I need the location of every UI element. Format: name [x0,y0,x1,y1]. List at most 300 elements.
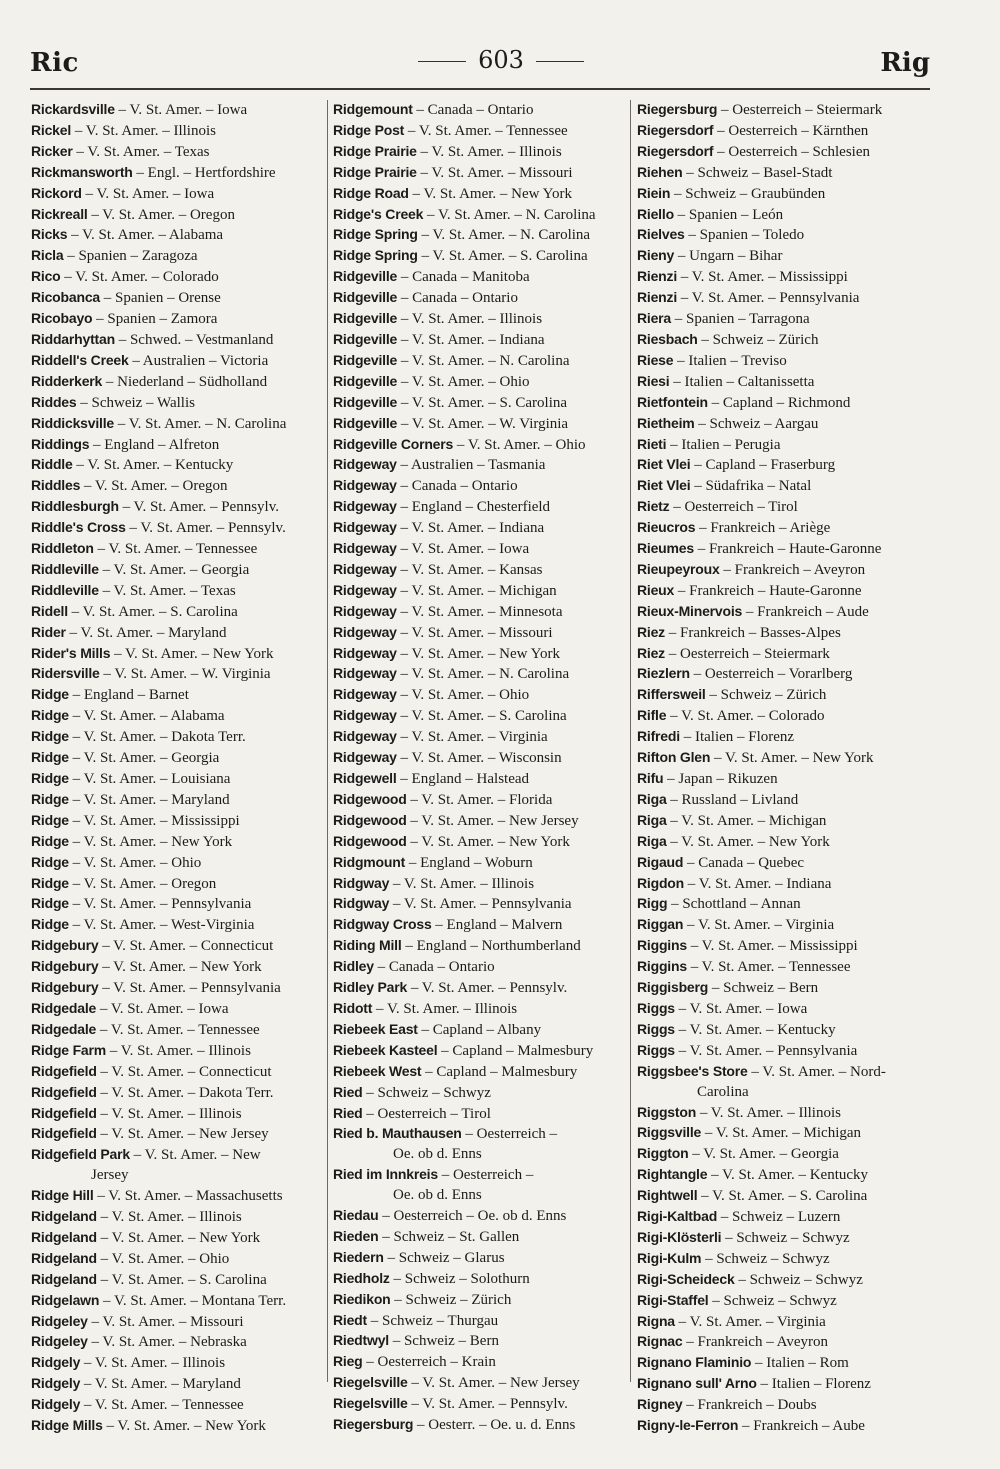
place-location: – V. St. Amer. – Ohio [96,1250,230,1267]
place-location: – Frankreich – Ariège [695,520,831,537]
place-entry [637,225,929,246]
place-name: Riesbach [637,330,698,347]
place-entry [637,1374,929,1395]
place-location: – V. St. Amer. – Tennessee [80,1397,244,1414]
place-name: Ridgeway [333,477,397,494]
place-entry [333,1331,625,1352]
place-location: – V. St. Amer. – Ohio [397,373,530,390]
place-entry [637,309,929,330]
place-entry [637,414,929,435]
place-name: Riese [637,351,674,368]
place-entry [31,1374,323,1395]
place-entry [637,288,929,309]
place-name: Rigna [637,1312,675,1329]
place-name: Ridgebury [31,958,99,975]
place-location: – Schweiz – Solothurn [389,1270,530,1287]
place-location: – Oesterreich – Steiermark [717,102,883,118]
place-location: – Oesterreich – [461,1126,558,1143]
place-entry [333,811,625,832]
place-location: – Schweiz – Graubünden [670,185,826,202]
place-location: – V. St. Amer. – Illinois [389,875,535,892]
place-name: Ridersville [31,665,100,682]
place-entry [637,121,929,142]
place-name: Ridgway [333,874,390,891]
place-location: – Italien – Treviso [673,352,787,369]
place-entry [31,685,323,706]
place-entry [31,769,323,790]
place-location: – V. St. Amer. – Michigan [701,1125,862,1142]
place-location: – V. St. Amer. – Oregon [80,478,228,495]
place-entry [31,853,323,874]
place-name: Ridgeway [333,749,397,766]
place-location: – Canada – Ontario [412,102,534,118]
place-name: Ridgely [31,1375,81,1392]
place-entry [637,1020,929,1041]
place-location: – V. St. Amer. – Pennsylvania [389,896,572,913]
place-location: – V. St. Amer. – N. Carolina [396,666,570,683]
place-entry [333,664,625,685]
place-entry [31,539,323,560]
place-name: Riddarhyttan [31,330,115,347]
place-name: Riggston [637,1103,697,1120]
place-name: Riez [637,623,665,640]
place-entry [333,999,625,1020]
place-entry [31,1228,323,1249]
place-entry [31,1270,323,1291]
place-location: – V. St. Amer. – New York [98,959,262,976]
place-entry [637,1312,929,1333]
place-name: Ridge Farm [31,1041,107,1058]
place-entry [333,518,625,539]
place-location: – England – Halstead [396,771,530,787]
place-entry [333,267,625,288]
place-location: – V. St. Amer. – Oregon [87,206,235,223]
place-name: Ridgely [31,1354,81,1371]
place-entry [637,163,929,184]
place-name: Riding Mill [333,937,402,954]
place-location: – England – Chesterfield [396,499,551,516]
place-name: Riddleville [31,581,99,598]
place-name: Ricker [31,142,73,159]
place-name: Rigaud [637,853,684,870]
place-name: Riddleville [31,560,99,577]
place-entry [637,246,929,267]
place-name: Rightwell [637,1187,698,1204]
place-entry [333,1206,625,1227]
place-entry [31,205,323,226]
place-entry [333,874,625,895]
place-entry [31,309,323,330]
place-entry [31,1416,323,1437]
place-location: – V. St. Amer. – Nebraska [87,1334,247,1351]
place-location: – Schweiz – Zürich [705,687,827,704]
place-location: – Frankreich – Haute-Garonne [693,541,882,558]
place-location: – V. St. Amer. – Maryland [80,1376,241,1393]
place-name: Riebeek Kasteel [333,1041,438,1058]
place-name: Ried im Innkreis [333,1166,438,1183]
place-location: – V. St. Amer. – S. Carolina [417,248,588,265]
place-entry [333,1373,625,1394]
place-entry [31,267,323,288]
place-entry [333,184,625,205]
place-name: Ridgelawn [31,1291,100,1308]
place-name: Ridgeway [333,540,397,557]
place-location: – V. St. Amer. – Pennsylvania [68,896,252,913]
place-entry [333,163,625,184]
place-entry [637,832,929,853]
place-name: Ridgeway [333,560,397,577]
place-name: Ridge [31,790,69,807]
place-entry [333,100,625,121]
place-entry [333,581,625,602]
place-location: – V. St. Amer. – Florida [406,791,553,808]
place-name: Riddle [31,456,73,473]
place-entry [31,1312,323,1333]
place-name: Ricks [31,226,68,243]
place-entry [637,1165,929,1186]
place-name: Riddle's Cross [31,519,126,536]
place-name: Ridge's Creek [333,205,424,222]
place-location: – Schweiz – Luzern [717,1209,841,1226]
place-name: Ridge Hill [31,1187,94,1204]
place-entry [637,435,929,456]
place-location: – Südafrika – Natal [690,478,812,495]
place-name: Ridgeway [333,623,397,640]
place-name: Ridley Park [333,979,408,996]
place-entry [333,1269,625,1290]
place-location: – V. St. Amer. – S. Carolina [96,1271,267,1288]
place-location: – V. St. Amer. – Mississippi [677,269,848,286]
place-location: – V. St. Amer. – N. Carolina [423,206,596,223]
place-location: – Oesterreich – Krain [362,1354,496,1371]
place-entry [333,455,625,476]
place-name: Ridgefield [31,1104,97,1121]
place-entry [31,560,323,581]
place-name: Rietz [637,498,670,515]
place-name: Ridge Spring [333,226,418,243]
place-entry [333,288,625,309]
place-location: – V. St. Amer. – Tennessee [686,959,851,976]
place-entry [333,1352,625,1373]
place-name: Ridgeville [333,414,398,431]
place-name: Ridgedale [31,1020,97,1037]
place-location: – Frankreich – Aveyron [682,1334,829,1351]
place-entry [333,539,625,560]
place-entry [31,1041,323,1062]
place-name: Riggins [637,958,687,975]
place-name: Rielves [637,226,685,243]
place-location: – Capland – Richmond [707,394,851,411]
place-location: – Schweiz – St. Gallen [378,1228,520,1245]
place-name: Ridgebury [31,979,99,996]
place-name: Ried [333,1083,363,1100]
place-location: – V. St. Amer. – New York [110,645,274,662]
place-name: Riggan [637,916,684,933]
place-location: – Schweiz – Wallis [76,394,195,411]
place-entry [637,748,929,769]
place-entry [333,435,625,456]
place-entry [637,330,929,351]
place-name: Ridge [31,832,69,849]
place-entry [637,560,929,581]
place-name: Ridgeway [333,519,397,536]
place-entry [31,894,323,915]
place-name: Rienzi [637,289,678,306]
place-entry [637,664,929,685]
place-location: – V. St. Amer. – Iowa [674,1000,808,1017]
place-name: Riedau [333,1207,379,1224]
place-entry [333,1290,625,1311]
place-location: – V. St. Amer. – Wisconsin [396,750,562,767]
place-location: – Schwed. – Vestmanland [114,331,274,348]
place-location: – Italien – Florenz [679,729,795,746]
place-entry [637,1332,929,1353]
place-location: – Schweiz – Schwyz [701,1250,830,1267]
place-name: Riddell's Creek [31,351,129,368]
header-rule [30,88,930,90]
place-entry [333,790,625,811]
place-location: – V. St. Amer. – Kentucky [72,457,234,474]
place-location: – Italien – Perugia [666,436,781,453]
place-location: – Australien – Tasmania [396,457,546,474]
place-location: – V. St. Amer. – Pennsylv. [118,499,279,516]
place-name: Riggsbee's Store [637,1062,748,1079]
place-name: Ridge [31,874,69,891]
place-entry [637,372,929,393]
place-location: – V. St. Amer. – Mississippi [68,812,240,829]
place-entry [333,727,625,748]
place-name: Ridgmount [333,853,406,870]
place-entry [31,435,323,456]
place-entry [637,100,929,121]
place-entry [333,853,625,874]
place-name: Ridgemount [333,101,413,117]
place-name: Rigi-Staffel [637,1291,709,1308]
place-location: – Spanien – Orense [100,290,221,307]
place-name: Rieux-Minervois [637,602,743,619]
place-entry [31,1104,323,1125]
place-entry [333,1124,625,1165]
place-entry [333,497,625,518]
place-name: Ridgedale [31,999,97,1016]
place-name: Rigny-le-Ferron [637,1417,739,1434]
place-location: – V. St. Amer. – Indiana [397,331,545,348]
place-name: Riegersburg [333,1416,414,1433]
place-entry [31,184,323,205]
place-entry [637,142,929,163]
place-name: Ridgeland [31,1208,97,1225]
place-location: – Canada – Ontario [397,290,518,307]
place-location: – V. St. Amer. – Colorado [666,708,825,725]
place-entry [31,330,323,351]
place-name: Rigi-Scheideck [637,1270,735,1287]
place-entry [333,1227,625,1248]
place-location: – Oesterreich – Schlesien [713,143,870,160]
place-name: Ridgeway [333,728,397,745]
place-entry [637,727,929,748]
place-entry [31,1062,323,1083]
place-entry [637,957,929,978]
place-entry [333,309,625,330]
place-entry [31,414,323,435]
place-location-continued: Carolina [697,1083,749,1100]
place-entry [637,644,929,665]
place-location: – Oesterreich – Steiermark [665,645,830,662]
place-name: Ridge [31,853,69,870]
place-entry [637,1395,929,1416]
place-location: – Schweiz – Bern [708,980,819,997]
place-location: – Frankreich – Aube [738,1418,865,1435]
place-entry [31,978,323,999]
place-location: – V. St. Amer. – Missouri [87,1313,244,1330]
place-name: Riddings [31,435,90,452]
place-entry [31,288,323,309]
place-name: Ridgewell [333,770,397,786]
place-entry [31,393,323,414]
place-name: Ridgefield [31,1083,97,1100]
place-location: – Frankreich – Basses-Alpes [665,624,841,641]
place-name: Rider's Mills [31,644,111,661]
place-name: Ricobayo [31,310,93,327]
place-entry [31,225,323,246]
place-entry [31,372,323,393]
place-location: – Italien – Florenz [756,1376,871,1393]
place-location: – V. St. Amer. – Illinois [416,143,562,160]
place-name: Riegersdorf [637,142,714,159]
place-name: Riggsville [637,1124,702,1141]
running-head-right: Rig [880,48,930,78]
place-entry [333,936,625,957]
place-entry [333,121,625,142]
place-location: – V. St. Amer. – New York [102,1418,266,1435]
place-entry [31,100,323,121]
place-location: – V. St. Amer. – Indiana [684,875,832,892]
place-location: – Oesterreich – Tirol [669,499,798,516]
place-location: – V. St. Amer. – Illinois [96,1105,242,1122]
place-location: – Italien – Rom [751,1355,849,1372]
place-location: – Schweiz – Schwyz [734,1271,863,1288]
place-entry [637,1416,929,1437]
place-name: Rietheim [637,414,695,431]
place-name: Riggton [637,1145,689,1162]
place-location: – Frankreich – Aude [742,603,869,620]
place-location: – Spanien – Zaragoza [63,248,198,265]
place-location: – V. St. Amer. – Texas [72,143,210,160]
place-location: – V. St. Amer. – Connecticut [98,938,274,955]
place-name: Ridgeville [333,268,398,285]
place-entry [333,225,625,246]
place-name: Ricla [31,247,64,264]
place-entry [31,1124,323,1145]
place-entry [333,330,625,351]
place-location: – V. St. Amer. – Pennsylvania [677,290,860,307]
place-entry [333,1104,625,1125]
place-entry [333,246,625,267]
place-location: – Spanien – Tarragona [671,311,810,328]
place-location: – V. St. Amer. – Pennsylv. [407,1396,568,1413]
place-name: Riello [637,205,674,222]
place-name: Ried [333,1104,363,1121]
place-location: – V. St. Amer. – Pennsylv. [125,520,286,537]
place-entry [333,644,625,665]
place-name: Rico [31,268,61,285]
place-location: – V. St. Amer. – New York [406,833,570,850]
place-entry [31,1145,323,1186]
place-name: Rigi-Kaltbad [637,1208,718,1225]
place-location: – V. St. Amer. – W. Virginia [99,666,271,683]
place-location: – Italien – Caltanissetta [669,373,815,390]
place-location: – V. St. Amer. – Alabama [68,708,225,725]
place-name: Riga [637,832,667,849]
place-location: – Capland – Malmesbury [437,1042,594,1059]
place-location: – V. St. Amer. – Michigan [666,812,827,829]
place-name: Riggs [637,1020,675,1037]
place-name: Riedikon [333,1290,391,1307]
place-location: – V. St. Amer. – Illinois [96,1209,242,1226]
place-location: – V. St. Amer. – N. Carolina [114,415,287,432]
place-entry [31,874,323,895]
place-name: Rietfontein [637,393,708,410]
place-entry [333,957,625,978]
place-location: – V. St. Amer. – Massachusetts [93,1188,283,1205]
place-entry [637,915,929,936]
place-entry [637,1270,929,1291]
place-name: Riggisberg [637,979,709,996]
place-name: Ridge [31,728,69,745]
place-name: Ridge [31,811,69,828]
place-name: Riedtwyl [333,1332,389,1349]
place-entry [333,351,625,372]
place-entry [637,1228,929,1249]
place-entry [637,936,929,957]
place-entry [31,936,323,957]
place-location: – Ungarn – Bihar [674,248,783,265]
place-name: Rickel [31,121,72,138]
place-location: – V. St. Amer. – Ohio [396,687,530,704]
place-name: Ridgeway [333,456,397,473]
place-name: Rigg [637,895,668,912]
place-location: – V. St. Amer. – New York [68,833,233,850]
column-3 [637,100,929,1437]
place-entry [31,1291,323,1312]
place-name: Ridgewood [333,790,407,807]
place-entry [333,748,625,769]
place-location: – England – Northumberland [401,938,581,955]
place-name: Rieumes [637,540,694,557]
place-name: Rifton Glen [637,749,711,766]
place-location: – V. St. Amer. – Indiana [396,520,545,537]
place-location: – Frankreich – Aveyron [719,561,866,578]
place-location: – Oesterreich – Vorarlberg [689,666,853,683]
place-location: – England – Malvern [431,917,563,934]
place-location: – V. St. Amer. – Kentucky [674,1021,836,1038]
place-name: Riegersdorf [637,121,714,138]
place-location: – V. St. Amer. – Illinois [106,1042,251,1059]
place-name: Rieny [637,247,675,264]
page-number: 603 [478,46,524,74]
place-entry [333,142,625,163]
place-entry [31,1083,323,1104]
place-name: Ridgeville [333,310,398,327]
place-location: – V. St. Amer. – New York [96,1229,261,1246]
place-name: Rieden [333,1227,379,1244]
place-entry [333,832,625,853]
place-name: Ridgeway [333,498,397,515]
page-header [30,44,930,80]
place-entry [637,184,929,205]
place-location: – Frankreich – Haute-Garonne [674,582,862,599]
place-location: – V. St. Amer. – Georgia [688,1146,839,1163]
